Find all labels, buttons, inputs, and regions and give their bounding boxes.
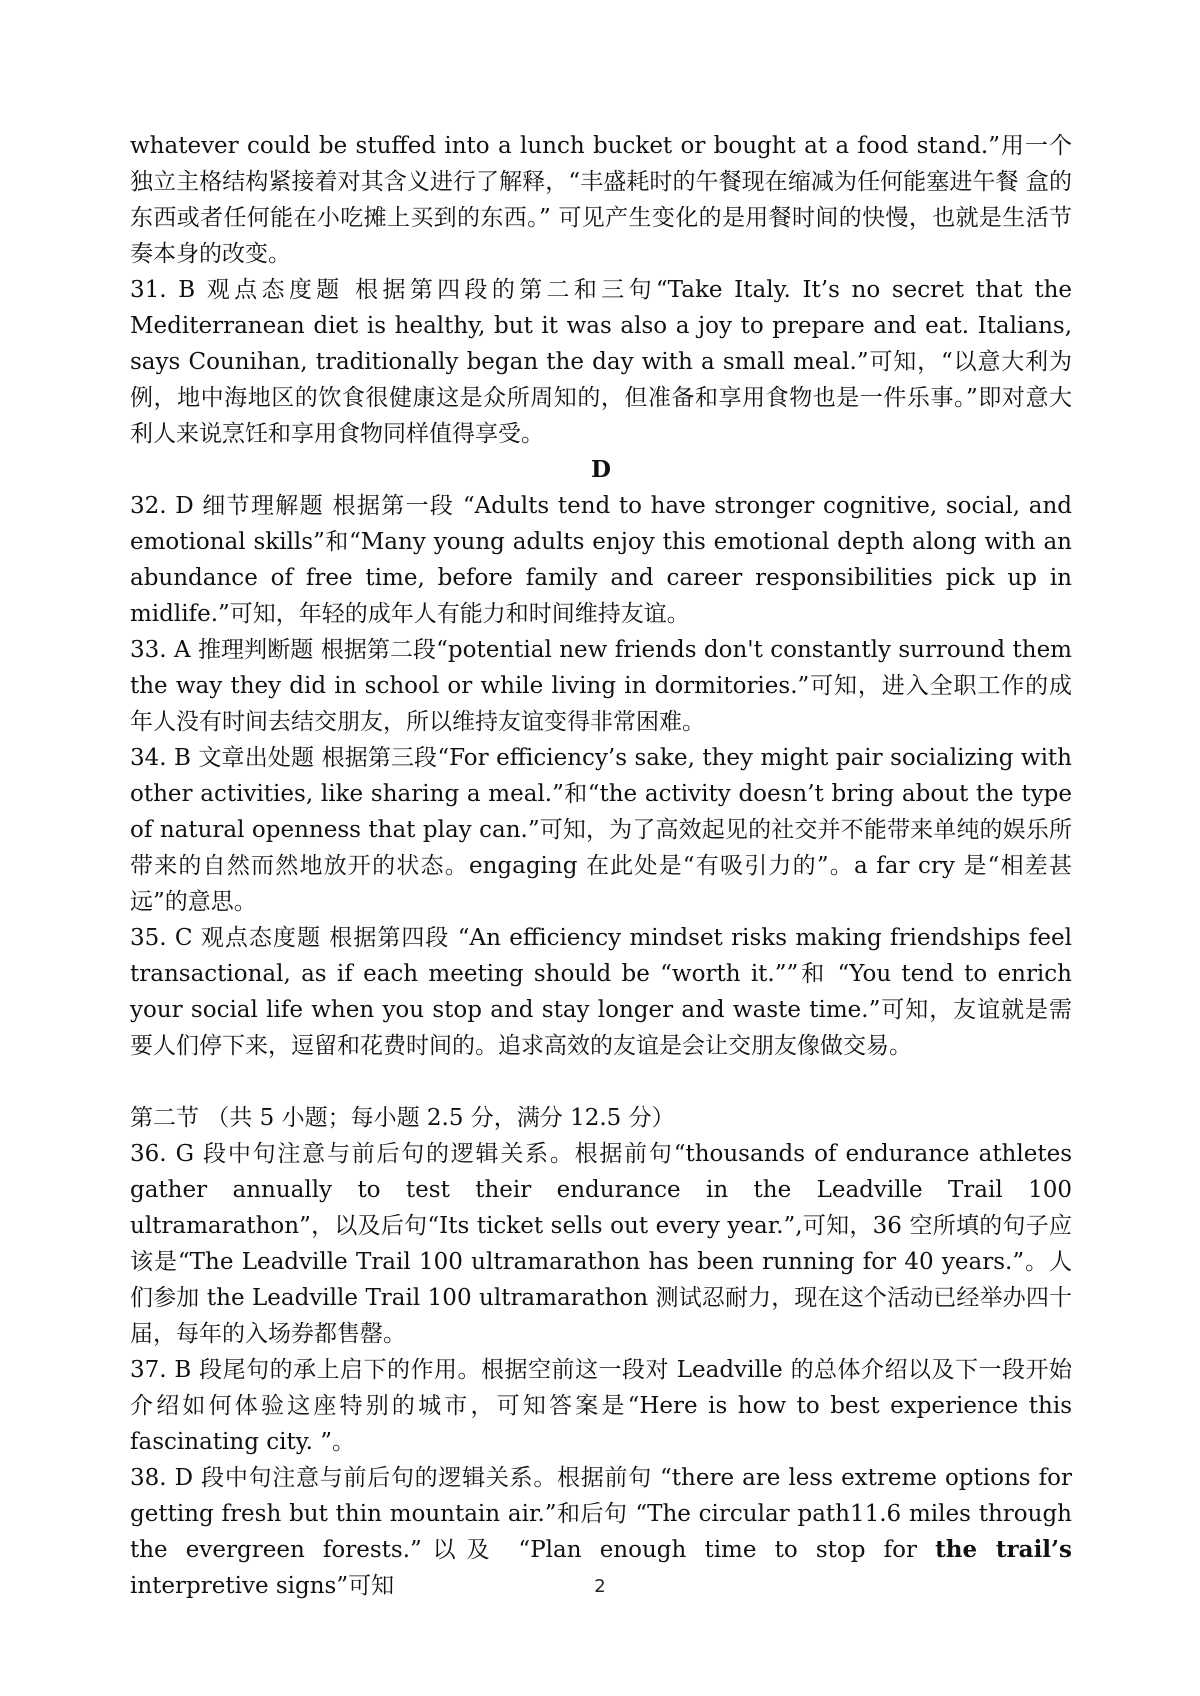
paragraph-q37: 37. B 段尾句的承上启下的作用。根据空前这一段对 Leadville 的总体介绍以及下一段开始介绍如何体验这座特别的城市，可知答案是“Here is how to best experience this fascinating city. ”。 (130, 1357, 1072, 1455)
document-body (130, 128, 1072, 1604)
paragraph-q36: 36. G 段中句注意与前后句的逻辑关系。根据前句“thousands of endurance athletes gather annually to test their endurance in the Leadville Trail 100 ultramarathon”，以及后句“Its ticket sells out every year.”,可知，36 空所填的句子应该是“The Leadville Trail 100 ultramarathon has been running for 40 years.”。人们参加 the Leadville Trail 100 ultramarathon 测试忍耐力，现在这个活动已经举办四十届，每年的入场券都售罄。 (130, 1141, 1072, 1347)
paragraph-q30-continuation: whatever could be stuffed into a lunch bucket or bought at a food stand.”用一个独立主格结构紧接着对其含义进行了解释，“丰盛耗时的午餐现在缩减为任何能塞进午餐 盒的东西或者任何能在小吃摊上买到的东西。” 可见产生变化的是用餐时间的快慢，也就是生活节奏本身的改变。 (130, 133, 1072, 267)
page-number: 2 (594, 1576, 606, 1597)
paragraph-q31: 31. B 观点态度题 根据第四段的第二和三句“Take Italy. It’s no secret that the Mediterranean diet is healthy, but it was also a joy to prepare and eat. Italians, says Counihan, traditionally began the day with a small meal.”可知，“以意大利为例，地中海地区的饮食很健康这是众所周知的，但准备和享用食物也是一件乐事。”即对意大利人来说烹饪和享用食物同样值得享受。 (130, 277, 1072, 447)
paragraph-q35: 35. C 观点态度题 根据第四段 “An efficiency mindset risks making friendships feel transactional, as if each meeting should be “worth it.””和 “You tend to enrich your social life when you stop and stay longer and waste time.”可知，友谊就是需要人们停下来，逗留和花费时间的。追求高效的友谊是会让交朋友像做交易。 (130, 925, 1072, 1059)
blank-line (130, 1064, 1072, 1100)
q38-text-end: interpretive signs”可知 (130, 1573, 395, 1599)
q38-text-start: 38. D 段中句注意与前后句的逻辑关系。根据前句 “there are less extreme options for getting fresh but thin mountain air.”和后句 “The circular path11.6 miles through the evergreen forests.”以及 “Plan enough time to stop for (130, 1465, 1072, 1563)
paragraph-q34: 34. B 文章出处题 根据第三段“For efficiency’s sake, they might pair socializing with other activities, like sharing a meal.”和“the activity doesn’t bring about the type of natural openness that play can.”可知，为了高效起见的社交并不能带来单纯的娱乐所带来的自然而然地放开的状态。engaging 在此处是“有吸引力的”。a far cry 是“相差甚远”的意思。 (130, 745, 1072, 915)
section-2-header: 第二节 （共 5 小题；每小题 2.5 分，满分 12.5 分） (130, 1105, 675, 1131)
section-heading-d: D (591, 456, 611, 483)
q38-bold-phrase: the trail’s (935, 1536, 1073, 1563)
paragraph-q33: 33. A 推理判断题 根据第二段“potential new friends don't constantly surround them the way they did in school or while living in dormitories.”可知，进入全职工作的成年人没有时间去结交朋友，所以维持友谊变得非常困难。 (130, 637, 1072, 735)
paragraph-q32: 32. D 细节理解题 根据第一段 “Adults tend to have stronger cognitive, social, and emotional skills”和“Many young adults enjoy this emotional depth along with an abundance of free time, before family and career responsibilities pick up in midlife.”可知，年轻的成年人有能力和时间维持友谊。 (130, 493, 1072, 627)
